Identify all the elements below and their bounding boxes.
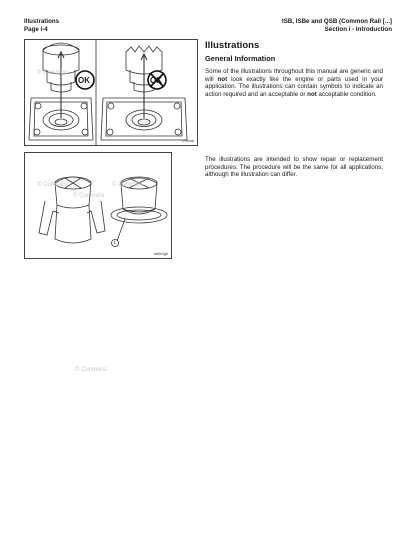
- ok-symbol-label: OK: [78, 76, 90, 85]
- header-page-number: Page i-4: [24, 26, 48, 33]
- page-watermark: © Cummins: [37, 182, 69, 188]
- page-header-left: [24, 18, 59, 34]
- page-watermark: © Cummins: [75, 367, 107, 373]
- figure-ok-drawing: [25, 40, 197, 145]
- figure2-reference: ra0m4gb: [153, 252, 168, 256]
- section-procedures-note: [205, 156, 383, 179]
- paragraph-generic-illustrations: Some of the illustrations throughout this manual are generic and will not look exactly like the engine or parts used in your application. The illustrations can contain symbols to indicate an action required and an acceptable or not acceptable condition.: [205, 68, 384, 98]
- section-title: Illustrations: [205, 40, 260, 51]
- page-header-right: [282, 18, 392, 34]
- header-section-title: Section i - Introduction: [324, 26, 392, 33]
- section-general-information: [205, 40, 383, 98]
- header-section-name: Illustrations: [24, 18, 60, 25]
- figure-ok-not-ok: [24, 39, 198, 146]
- figure-cup-plug-drawing: [25, 153, 171, 258]
- figure-cup-plug: [24, 152, 172, 259]
- not-ok-symbol-label: OK: [150, 76, 162, 85]
- figure2-watermark: © Cummins: [73, 193, 105, 199]
- figure1-reference: r700ma: [181, 139, 194, 143]
- figure1-watermark: © Cummins: [37, 70, 69, 76]
- section-subtitle: General Information: [205, 54, 276, 63]
- paragraph-repair-procedures: The illustrations are intended to show repair or replacement procedures. The procedure will be the same for all applications, although the illustration can differ.: [205, 156, 383, 179]
- callout-number: 1: [113, 239, 117, 245]
- header-manual-title: ISB, ISBe and QSB (Common Rail [...]: [281, 18, 392, 25]
- page-watermark: © Cummins: [112, 182, 144, 188]
